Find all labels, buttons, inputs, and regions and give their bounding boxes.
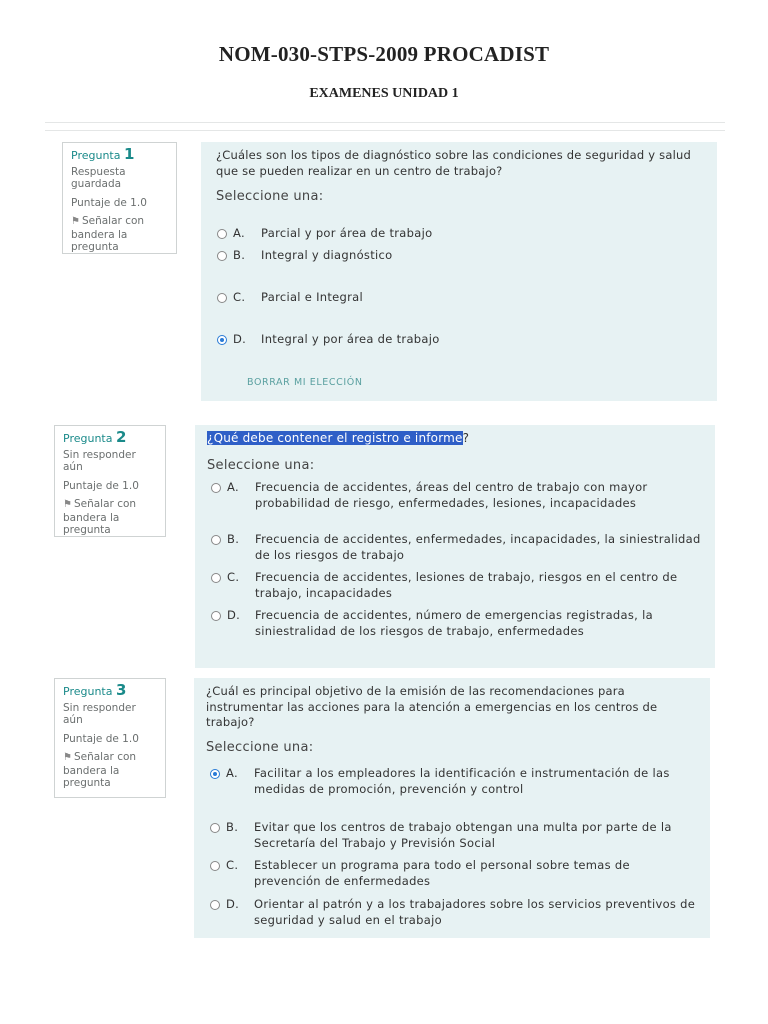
flag-label: Señalar con bandera la pregunta xyxy=(63,751,137,789)
radio-button[interactable] xyxy=(211,535,221,545)
answer-option-b[interactable]: B. Evitar que los centros de trabajo obtengan una multa por parte de la Secretaría del Trabajo y Previsión Social xyxy=(210,820,698,851)
question-panel-2 xyxy=(195,425,715,668)
radio-button[interactable] xyxy=(210,900,220,910)
select-label: Seleccione una: xyxy=(216,189,324,204)
question-text: ¿Cuáles son los tipos de diagnóstico sobre las condiciones de seguridad y salud que se pueden realizar en un centro de trabajo? xyxy=(216,148,691,178)
question-score: Puntaje de 1.0 xyxy=(63,479,139,492)
radio-button[interactable] xyxy=(217,293,227,303)
flag-question-link[interactable] xyxy=(71,215,168,254)
select-label: Seleccione una: xyxy=(207,457,315,473)
answer-option-c[interactable]: C. Frecuencia de accidentes, lesiones de trabajo, riesgos en el centro de trabajo, incapacidades xyxy=(211,570,703,601)
question-state: Sin responder aún xyxy=(63,448,136,473)
flag-question-link[interactable] xyxy=(63,498,157,537)
answer-option-d[interactable]: D. Frecuencia de accidentes, número de emergencias registradas, la siniestralidad de los riesgos de trabajo, enfermedades xyxy=(211,608,703,639)
question-number: 3 xyxy=(115,681,127,699)
flag-label: Señalar con bandera la pregunta xyxy=(71,215,145,253)
question-state: Respuesta guardada xyxy=(71,165,126,190)
question-info-2 xyxy=(54,425,166,537)
radio-button[interactable] xyxy=(217,229,227,239)
radio-button[interactable] xyxy=(211,611,221,621)
flag-label: Señalar con bandera la pregunta xyxy=(63,498,137,536)
question-text: ¿Cuál es principal objetivo de la emisión de las recomendaciones para instrumentar las acciones para la atención a emergencias en los centros de trabajo? xyxy=(206,684,658,729)
flag-question-link[interactable] xyxy=(63,751,157,790)
document-subtitle: EXAMENES UNIDAD 1 xyxy=(309,86,459,101)
answer-option-b[interactable]: B. Integral y diagnóstico xyxy=(217,248,705,264)
radio-button[interactable] xyxy=(211,573,221,583)
clear-choice-link[interactable]: BORRAR MI ELECCIÓN xyxy=(247,377,363,388)
radio-button[interactable] xyxy=(210,861,220,871)
divider xyxy=(45,130,725,131)
question-score: Puntaje de 1.0 xyxy=(71,196,147,209)
question-info-3 xyxy=(54,678,166,798)
question-label: Pregunta xyxy=(71,149,121,162)
question-info-1 xyxy=(62,142,177,254)
flag-icon: ⚑ xyxy=(71,216,80,227)
question-text: ¿Qué debe contener el registro e informe? xyxy=(207,431,470,445)
question-number: 2 xyxy=(115,428,127,446)
radio-button[interactable] xyxy=(217,251,227,261)
answer-option-a[interactable]: A. Frecuencia de accidentes, áreas del centro de trabajo con mayor probabilidad de riesgo, enfermedades, lesiones, incapacidades xyxy=(211,480,703,511)
question-state: Sin responder aún xyxy=(63,701,136,726)
question-panel-3 xyxy=(194,678,710,938)
flag-icon: ⚑ xyxy=(63,499,72,510)
question-panel-1 xyxy=(201,142,717,401)
divider xyxy=(45,122,725,123)
question-number: 1 xyxy=(123,145,135,163)
question-label: Pregunta xyxy=(63,685,113,698)
document-title: NOM-030-STPS-2009 PROCADIST xyxy=(218,42,550,66)
answer-option-b[interactable]: B. Frecuencia de accidentes, enfermedades, incapacidades, la siniestralidad de los riesgos de trabajo xyxy=(211,532,703,563)
answer-option-a[interactable]: A. Parcial y por área de trabajo xyxy=(217,226,705,242)
answer-option-a[interactable]: A. Facilitar a los empleadores la identificación e instrumentación de las medidas de promoción, prevención y control xyxy=(210,766,698,797)
radio-button[interactable] xyxy=(211,483,221,493)
question-score: Puntaje de 1.0 xyxy=(63,732,139,745)
question-label: Pregunta xyxy=(63,432,113,445)
radio-button-selected[interactable] xyxy=(210,769,220,779)
highlighted-text: ¿Qué debe contener el registro e informe xyxy=(207,431,463,445)
radio-button[interactable] xyxy=(210,823,220,833)
radio-button-selected[interactable] xyxy=(217,335,227,345)
flag-icon: ⚑ xyxy=(63,752,72,763)
answer-option-c[interactable]: C. Parcial e Integral xyxy=(217,290,705,306)
answer-option-d[interactable]: D. Orientar al patrón y a los trabajadores sobre los servicios preventivos de seguridad y salud en el trabajo xyxy=(210,897,698,928)
answer-option-d[interactable]: D. Integral y por área de trabajo xyxy=(217,332,705,348)
select-label: Seleccione una: xyxy=(206,739,314,755)
answer-option-c[interactable]: C. Establecer un programa para todo el personal sobre temas de prevención de enfermedades xyxy=(210,858,698,889)
